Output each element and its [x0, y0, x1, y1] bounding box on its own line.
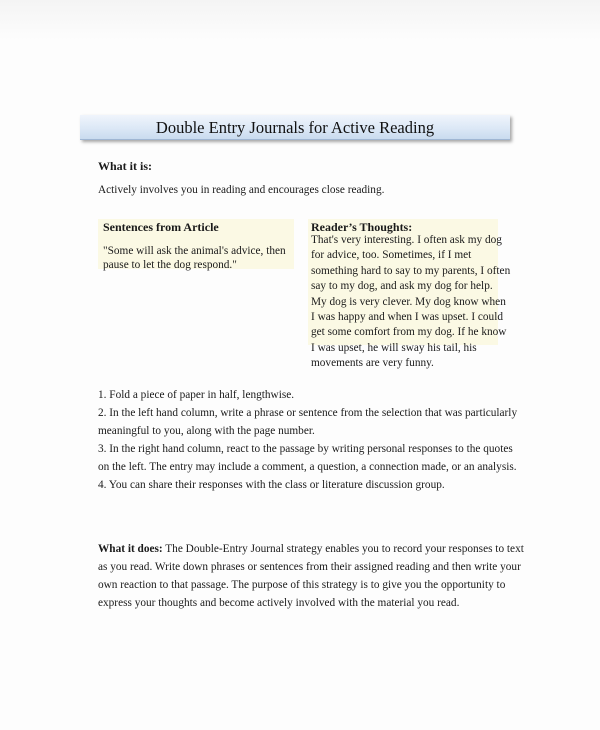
- what-it-does-paragraph: [98, 540, 528, 612]
- title-banner: [80, 115, 510, 140]
- what-it-does-text: The Double-Entry Journal strategy enables you to record your responses to text as you read. Write down phrases or sentences from their assigned reading and then write your own reaction to that passage. The purpose of this strategy is to give you the opportunity to express your thoughts and become actively involved with the material you read.: [98, 543, 524, 610]
- step-item: 3. In the right hand column, react to the passage by writing personal responses to the quotes on the left. The entry may include a comment, a question, a connection made, or an analysis.: [98, 443, 517, 474]
- readers-thoughts-heading: Reader’s Thoughts:: [311, 220, 413, 234]
- what-it-does-heading: What it does:: [98, 543, 163, 555]
- document-title: Double Entry Journals for Active Reading: [155, 118, 435, 137]
- steps-list: [98, 386, 518, 495]
- step-item: 4. You can share their responses with the class or literature discussion group.: [98, 479, 445, 492]
- what-it-is-heading: What it is:: [98, 159, 152, 173]
- sentences-from-article-heading: Sentences from Article: [103, 220, 219, 234]
- step-item: 1. Fold a piece of paper in half, lengthwise.: [98, 389, 295, 401]
- what-it-is-text: Actively involves you in reading and encourages close reading.: [98, 184, 385, 196]
- step-item: 2. In the left hand column, write a phrase or sentence from the selection that was particularly meaningful to you, along with the page number.: [98, 407, 518, 438]
- page-top-shade: [0, 0, 600, 40]
- readers-thoughts-text: That's very interesting. I often ask my dog for advice, too. Sometimes, if I met something hard to say to my parents, I often say to my dog, and ask my dog for help. My dog is very clever. My dog know when I was happy and when I was upset. I could get some comfort from my dog. If he know I was upset, he will sway his tail, his movements are very funny.: [311, 234, 511, 370]
- article-quote: "Some will ask the animal's advice, then pause to let the dog respond.": [103, 245, 286, 271]
